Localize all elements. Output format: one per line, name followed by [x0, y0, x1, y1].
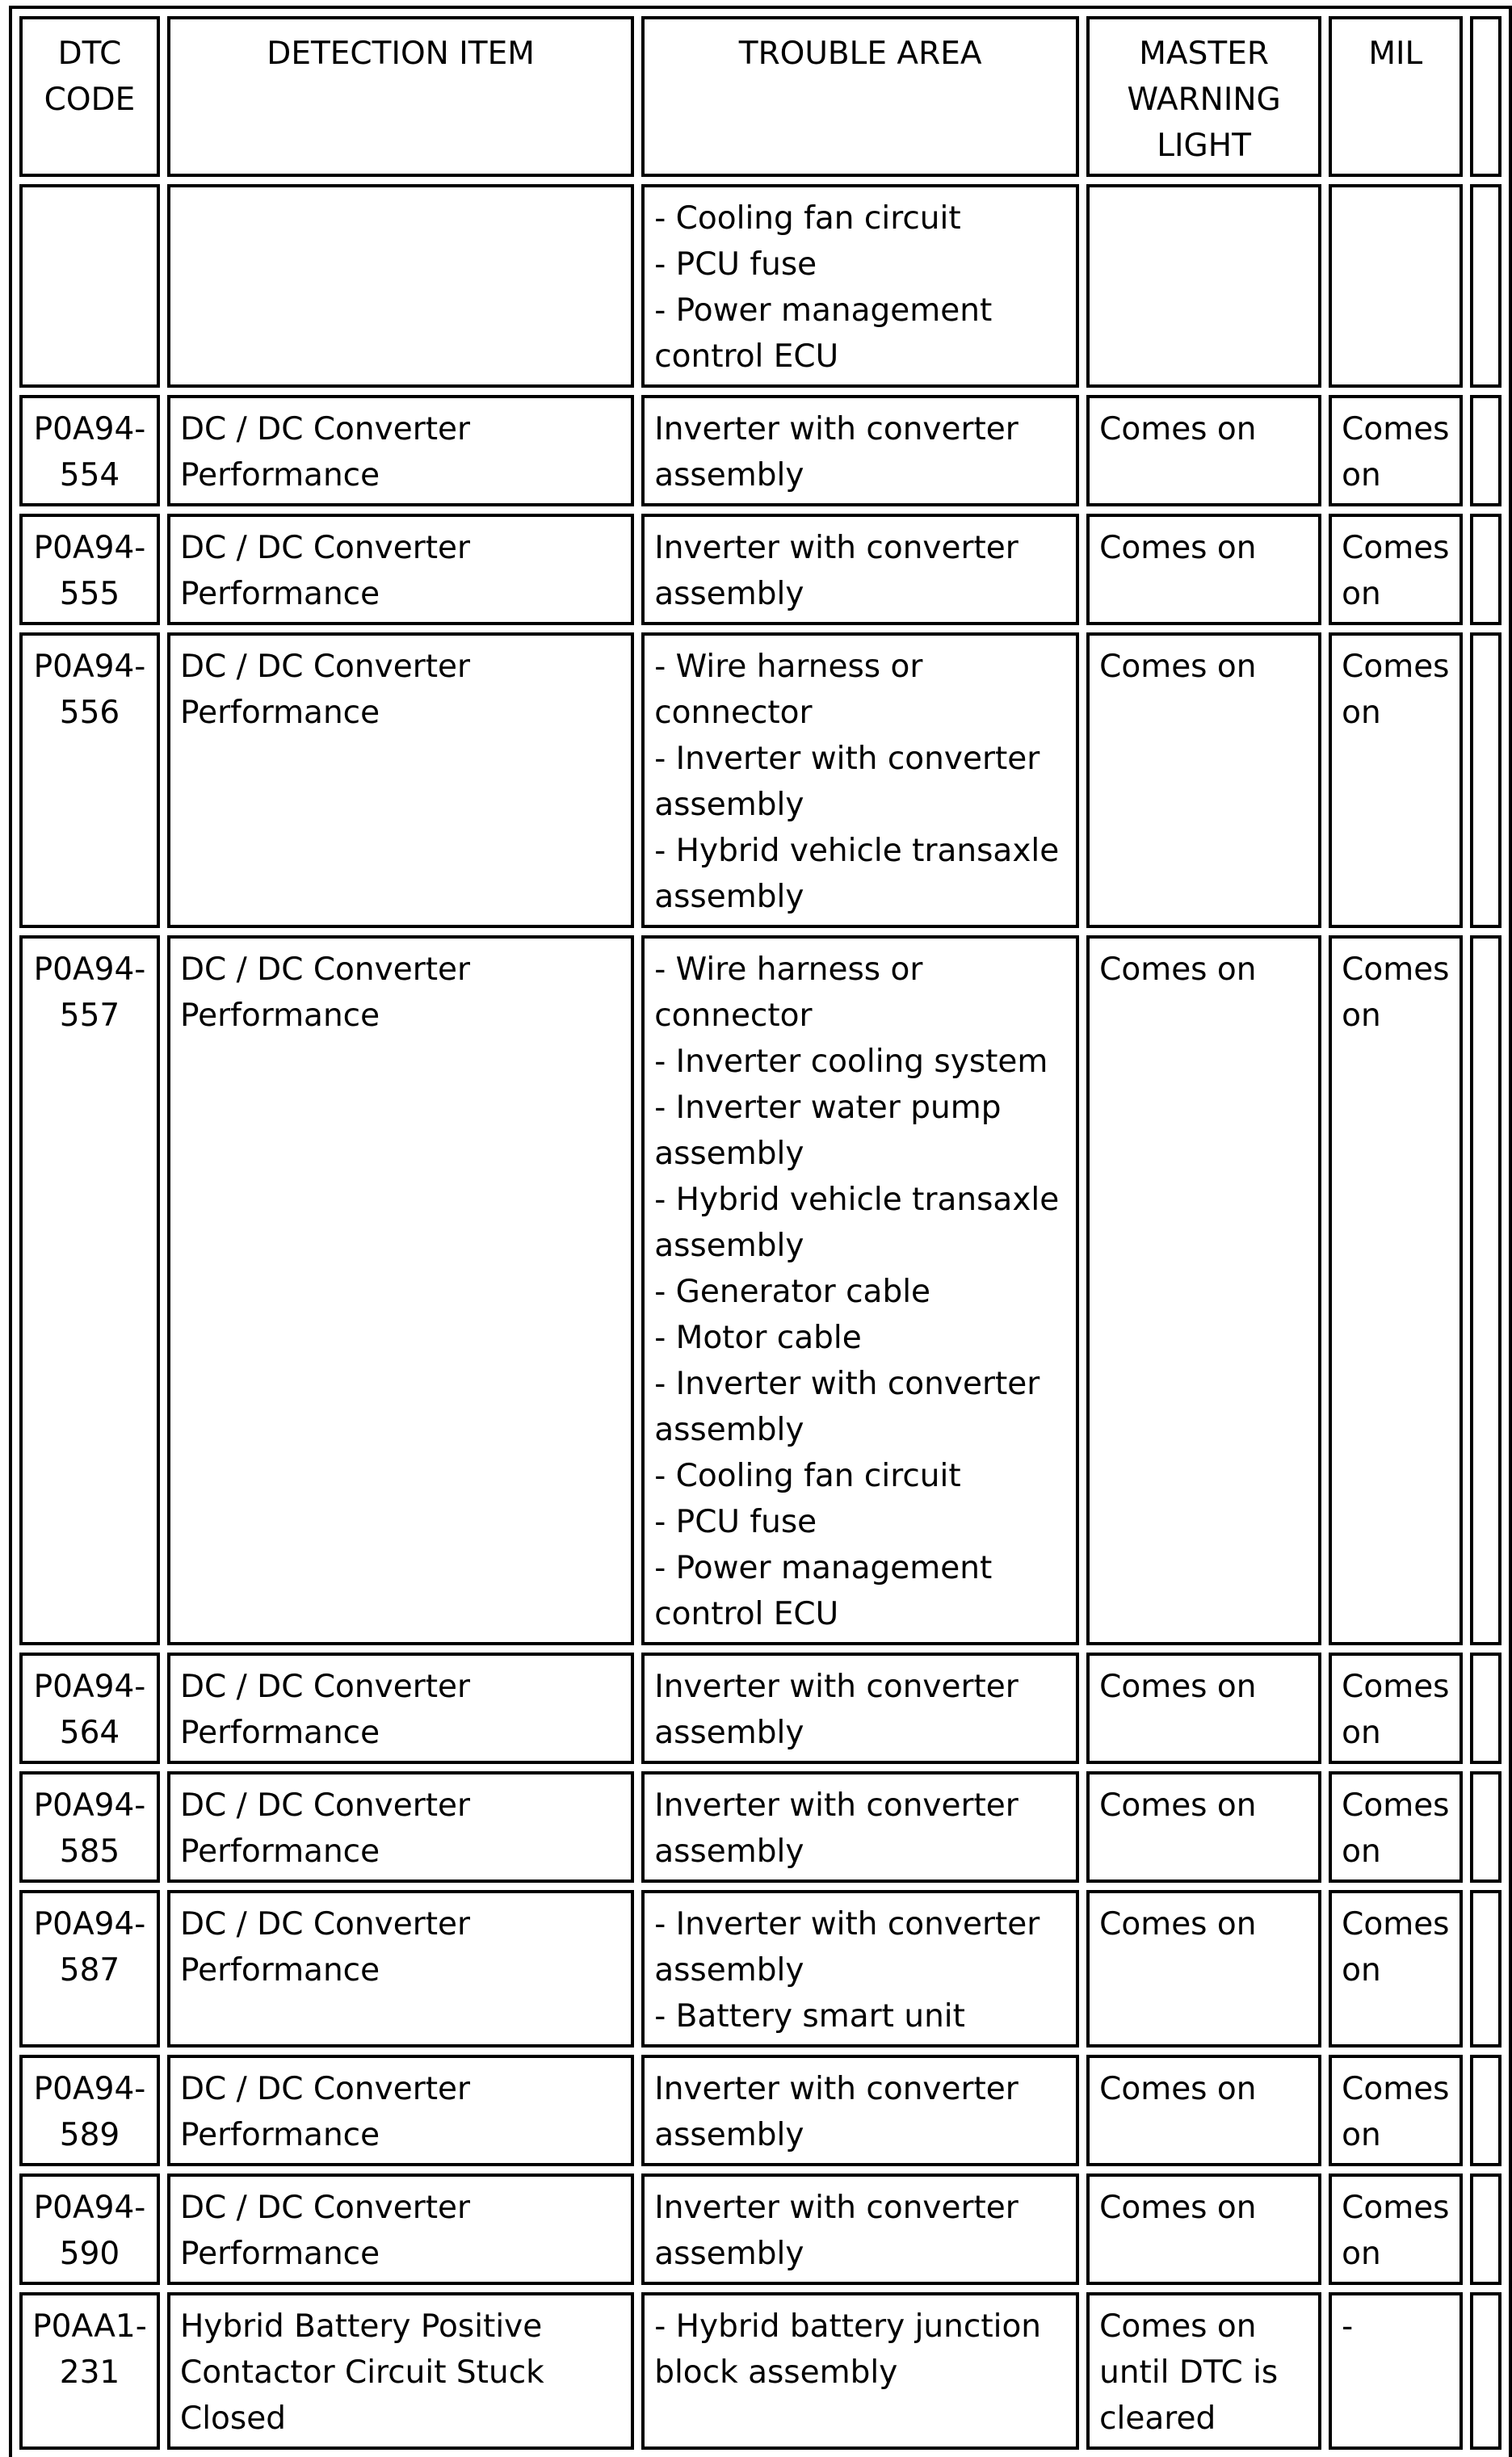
cut-off-column-cell — [1470, 2055, 1502, 2166]
header-mil: MIL — [1329, 16, 1462, 177]
trouble-area-item: - Battery smart unit — [654, 1998, 965, 2035]
table-row — [19, 184, 1502, 388]
trouble-area-item: - Power management control ECU — [654, 292, 993, 375]
header-row — [19, 16, 1502, 177]
dtc-code-cell — [19, 184, 160, 388]
detection-item-cell: DC / DC Converter Performance — [167, 935, 634, 1645]
cut-off-column-cell — [1470, 1771, 1502, 1883]
master-warning-light-cell — [1086, 184, 1321, 388]
table-row — [19, 1771, 1502, 1883]
dtc-code-cell: P0A94-590 — [19, 2174, 160, 2285]
trouble-area-item: - Wire harness or connector — [654, 951, 923, 1034]
mil-cell: Comes on — [1329, 1890, 1462, 2048]
table-row — [19, 2292, 1502, 2450]
trouble-area-item: Inverter with converter assembly — [654, 1669, 1018, 1751]
cut-off-column-cell — [1470, 1653, 1502, 1764]
header-cut-off-column — [1470, 16, 1502, 177]
trouble-area-cell — [641, 1890, 1079, 2048]
mil-cell: Comes on — [1329, 395, 1462, 506]
header-dtc-code: DTC CODE — [19, 16, 160, 177]
dtc-code-cell: P0A94-589 — [19, 2055, 160, 2166]
cut-off-column-cell — [1470, 632, 1502, 928]
dtc-code-cell: P0A94-554 — [19, 395, 160, 506]
mil-cell: Comes on — [1329, 1771, 1462, 1883]
cut-off-column-cell — [1470, 935, 1502, 1645]
dtc-code-cell: P0A94-587 — [19, 1890, 160, 2048]
detection-item-cell: DC / DC Converter Performance — [167, 632, 634, 928]
trouble-area-item: - Inverter water pump assembly — [654, 1090, 1002, 1172]
master-warning-light-cell: Comes on — [1086, 632, 1321, 928]
detection-item-cell: DC / DC Converter Performance — [167, 395, 634, 506]
table-row — [19, 2055, 1502, 2166]
header-trouble-area: TROUBLE AREA — [641, 16, 1079, 177]
trouble-area-item: - PCU fuse — [654, 1504, 817, 1540]
header-master-warning-light: MASTER WARNING LIGHT — [1086, 16, 1321, 177]
trouble-area-item: Inverter with converter assembly — [654, 1787, 1018, 1870]
trouble-area-item: - Motor cable — [654, 1320, 862, 1356]
master-warning-light-cell: Comes on — [1086, 1890, 1321, 2048]
table-row — [19, 395, 1502, 506]
trouble-area-item: - Wire harness or connector — [654, 649, 923, 731]
detection-item-cell: DC / DC Converter Performance — [167, 1890, 634, 2048]
table-header — [19, 16, 1502, 177]
dtc-code-cell: P0A94-585 — [19, 1771, 160, 1883]
master-warning-light-cell: Comes on — [1086, 1653, 1321, 1764]
master-warning-light-cell: Comes on until DTC is cleared — [1086, 2292, 1321, 2450]
mil-cell — [1329, 184, 1462, 388]
trouble-area-item: Inverter with converter assembly — [654, 530, 1018, 612]
trouble-area-cell — [641, 1771, 1079, 1883]
detection-item-cell: DC / DC Converter Performance — [167, 1771, 634, 1883]
trouble-area-item: - Cooling fan circuit — [654, 200, 961, 237]
table-row — [19, 632, 1502, 928]
cut-off-column-cell — [1470, 395, 1502, 506]
detection-item-cell: DC / DC Converter Performance — [167, 2174, 634, 2285]
cut-off-column-cell — [1470, 2292, 1502, 2450]
table-row — [19, 2174, 1502, 2285]
trouble-area-item: - Power management control ECU — [654, 1550, 993, 1632]
dtc-code-cell: P0A94-555 — [19, 514, 160, 625]
trouble-area-item: - Inverter with converter assembly — [654, 1906, 1040, 1989]
trouble-area-item: Inverter with converter assembly — [654, 2071, 1018, 2153]
detection-item-cell: DC / DC Converter Performance — [167, 1653, 634, 1764]
trouble-area-item: - Inverter with converter assembly — [654, 1366, 1040, 1448]
mil-cell: Comes on — [1329, 935, 1462, 1645]
trouble-area-cell — [641, 2292, 1079, 2450]
trouble-area-item: - Hybrid vehicle transaxle assembly — [654, 1182, 1060, 1264]
trouble-area-cell — [641, 1653, 1079, 1764]
trouble-area-item: - PCU fuse — [654, 246, 817, 283]
cut-off-column-cell — [1470, 1890, 1502, 2048]
cut-off-column-cell — [1470, 184, 1502, 388]
master-warning-light-cell: Comes on — [1086, 514, 1321, 625]
trouble-area-cell — [641, 632, 1079, 928]
trouble-area-cell — [641, 935, 1079, 1645]
trouble-area-item: - Hybrid battery junction block assembly — [654, 2308, 1042, 2391]
trouble-area-cell — [641, 395, 1079, 506]
master-warning-light-cell: Comes on — [1086, 2174, 1321, 2285]
trouble-area-cell — [641, 2174, 1079, 2285]
dtc-code-cell: P0A94-556 — [19, 632, 160, 928]
mil-cell: Comes on — [1329, 2055, 1462, 2166]
mil-cell: Comes on — [1329, 1653, 1462, 1764]
trouble-area-item: - Hybrid vehicle transaxle assembly — [654, 833, 1060, 915]
table-row — [19, 1890, 1502, 2048]
dtc-table — [9, 6, 1512, 2457]
trouble-area-item: - Cooling fan circuit — [654, 1458, 961, 1494]
trouble-area-cell — [641, 514, 1079, 625]
trouble-area-cell — [641, 2055, 1079, 2166]
mil-cell: Comes on — [1329, 632, 1462, 928]
mil-cell: Comes on — [1329, 514, 1462, 625]
table-row — [19, 1653, 1502, 1764]
cut-off-column-cell — [1470, 2174, 1502, 2285]
detection-item-cell: DC / DC Converter Performance — [167, 514, 634, 625]
dtc-code-cell: P0A94-564 — [19, 1653, 160, 1764]
trouble-area-item: - Inverter with converter assembly — [654, 741, 1040, 823]
mil-cell: Comes on — [1329, 2174, 1462, 2285]
table-row — [19, 935, 1502, 1645]
master-warning-light-cell: Comes on — [1086, 935, 1321, 1645]
detection-item-cell — [167, 184, 634, 388]
trouble-area-cell — [641, 184, 1079, 388]
dtc-code-cell: P0A94-557 — [19, 935, 160, 1645]
detection-item-cell: DC / DC Converter Performance — [167, 2055, 634, 2166]
header-detection-item: DETECTION ITEM — [167, 16, 634, 177]
dtc-table-page — [16, 13, 1512, 2457]
detection-item-cell: Hybrid Battery Positive Contactor Circuit Stuck Closed — [167, 2292, 634, 2450]
trouble-area-item: - Inverter cooling system — [654, 1044, 1048, 1080]
table-row — [19, 514, 1502, 625]
master-warning-light-cell: Comes on — [1086, 2055, 1321, 2166]
master-warning-light-cell: Comes on — [1086, 395, 1321, 506]
dtc-code-cell: P0AA1-231 — [19, 2292, 160, 2450]
mil-cell: - — [1329, 2292, 1462, 2450]
table-body — [19, 184, 1502, 2450]
master-warning-light-cell: Comes on — [1086, 1771, 1321, 1883]
trouble-area-item: Inverter with converter assembly — [654, 2190, 1018, 2272]
cut-off-column-cell — [1470, 514, 1502, 625]
trouble-area-item: - Generator cable — [654, 1274, 931, 1310]
trouble-area-item: Inverter with converter assembly — [654, 411, 1018, 494]
